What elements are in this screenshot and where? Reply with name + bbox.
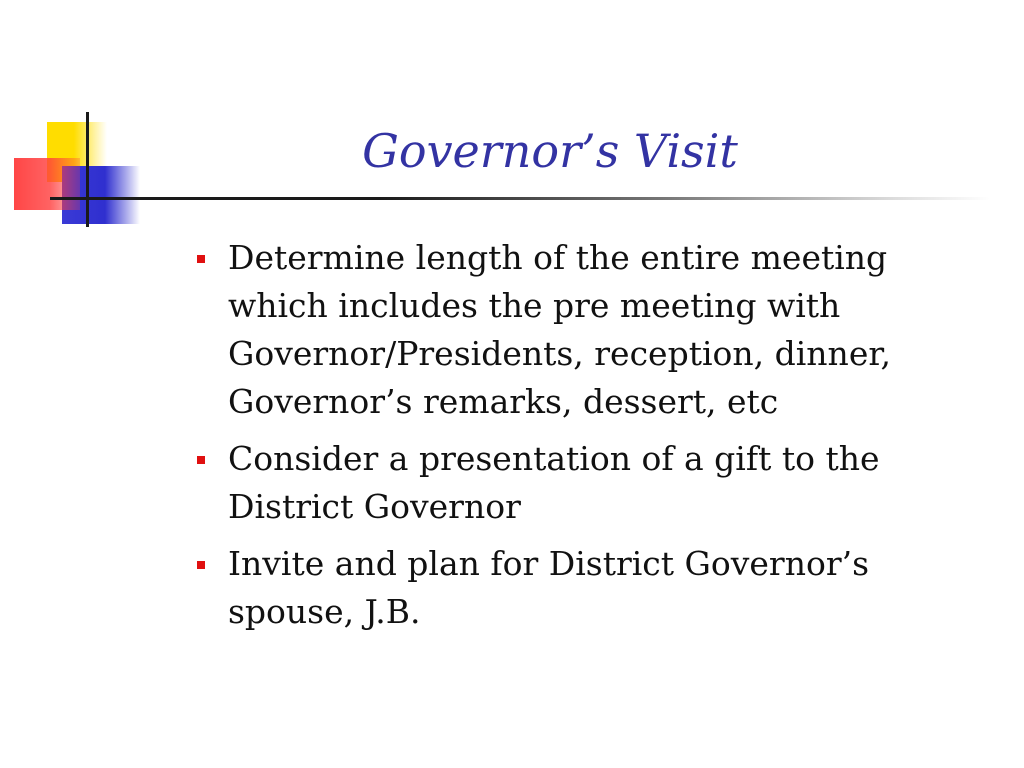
bullet-list — [195, 234, 995, 645]
bullet-text: Consider a presentation of a gift to the District Governor — [228, 439, 880, 526]
corner-decoration — [0, 0, 1024, 240]
bullet-square-icon — [197, 561, 205, 569]
vertical-rule — [86, 112, 89, 227]
red-square — [14, 158, 80, 210]
bullet-text: Determine length of the entire meeting which includes the pre meeting with Governor/Presidents, reception, dinner, Governor’s remarks, dessert, etc — [228, 238, 891, 421]
bullet-item — [195, 234, 995, 426]
bullet-item — [195, 435, 995, 531]
bullet-square-icon — [197, 456, 205, 464]
slide-title: Governor’s Visit — [362, 124, 738, 178]
title-underline — [50, 197, 990, 200]
bullet-text: Invite and plan for District Governor’s spouse, J.B. — [228, 544, 870, 631]
bullet-square-icon — [197, 255, 205, 263]
bullet-item — [195, 540, 995, 636]
